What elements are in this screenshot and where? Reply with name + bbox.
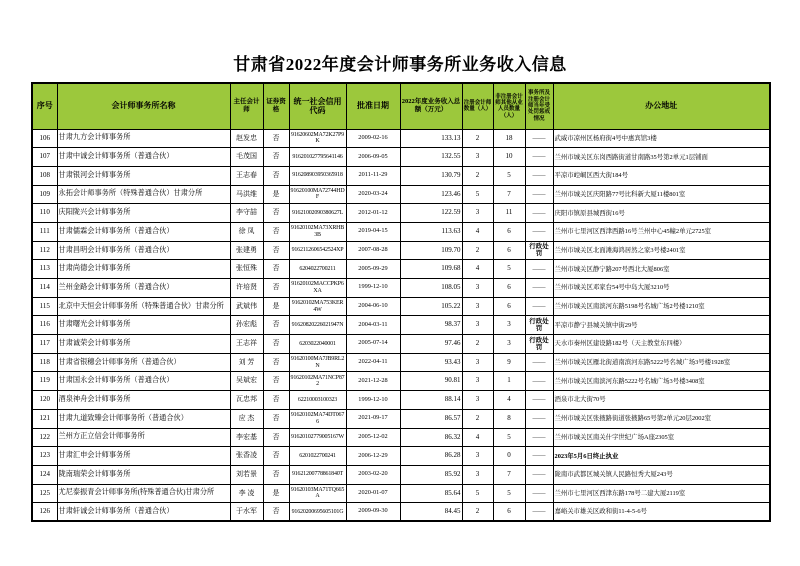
cell-approval-date: 2006-12-29: [346, 447, 400, 466]
cell-non-cpa-staff-count: 0: [493, 447, 525, 466]
cell-approval-date: 2005-12-02: [346, 428, 400, 447]
cell-firm-name: 尤尼泰振青会计师事务所(特殊普通合伙)甘肃分所: [57, 484, 230, 503]
cell-2022-revenue: 113.63: [400, 222, 462, 241]
cell-chief-accountant: 张香凌: [230, 447, 263, 466]
cell-seq: 124: [32, 465, 57, 484]
cell-firm-name: 兰州方正立信会计师事务所: [57, 428, 230, 447]
cell-firm-name: 陇南瑞荣会计师事务所: [57, 465, 230, 484]
cell-seq: 111: [32, 222, 57, 241]
cell-approval-date: 2007-08-28: [346, 241, 400, 260]
cell-firm-name: 甘肃诚荣会计师事务所: [57, 335, 230, 354]
table-row: [32, 129, 770, 148]
cell-securities-qualification: 否: [263, 409, 289, 428]
cell-approval-date: 2019-04-15: [346, 222, 400, 241]
cell-credit-code: 91620820226021947N: [289, 316, 346, 335]
cell-cpa-count: 2: [462, 409, 493, 428]
table-row: [32, 185, 770, 204]
cell-approval-date: 2021-09-17: [346, 409, 400, 428]
cell-non-cpa-staff-count: 7: [493, 465, 525, 484]
table-row: [32, 428, 770, 447]
cell-penalty-status: ——: [525, 185, 553, 204]
cell-chief-accountant: 刘 芳: [230, 353, 263, 372]
table-row: [32, 465, 770, 484]
cell-cpa-count: 3: [462, 148, 493, 167]
cell-credit-code: 91620102MA74DT0676: [289, 409, 346, 428]
cell-approval-date: 2004-03-11: [346, 316, 400, 335]
cell-2022-revenue: 86.28: [400, 447, 462, 466]
cell-approval-date: 2020-03-24: [346, 185, 400, 204]
table-row: [32, 447, 770, 466]
cell-office-address: 兰州市城关区南滨河东路5198号名城广场2号楼1210室: [553, 297, 770, 316]
cell-securities-qualification: 否: [263, 148, 289, 167]
cell-credit-code: 916201027795641146: [289, 148, 346, 167]
cell-securities-qualification: 否: [263, 129, 289, 148]
cell-seq: 123: [32, 447, 57, 466]
table-row: [32, 391, 770, 410]
cell-seq: 106: [32, 129, 57, 148]
cell-credit-code: 91620602MA72K27P9K: [289, 129, 346, 148]
cell-securities-qualification: 否: [263, 222, 289, 241]
cell-credit-code: 91620103MA71TQ665A: [289, 484, 346, 503]
cell-non-cpa-staff-count: 7: [493, 185, 525, 204]
cell-credit-code: 916208903950365918: [289, 166, 346, 185]
cell-non-cpa-staff-count: 6: [493, 503, 525, 522]
cell-approval-date: 2022-04-11: [346, 353, 400, 372]
col-header-securities-qualification: 证券资格: [263, 83, 289, 129]
table-row: [32, 503, 770, 522]
cell-securities-qualification: 否: [263, 316, 289, 335]
cell-approval-date: 1999-12-10: [346, 391, 400, 410]
cell-firm-name: 甘肃尚德会计师事务所: [57, 260, 230, 279]
cell-penalty-status: ——: [525, 279, 553, 298]
cell-2022-revenue: 132.55: [400, 148, 462, 167]
cell-securities-qualification: 否: [263, 166, 289, 185]
cell-non-cpa-staff-count: 8: [493, 409, 525, 428]
cell-office-address: 兰州市城关区庆阳路77号比科新大厦11楼801室: [553, 185, 770, 204]
cell-firm-name: 甘肃曙光会计师事务所: [57, 316, 230, 335]
cell-firm-name: 永拓会计师事务所（特殊普通合伙）甘肃分所: [57, 185, 230, 204]
cell-securities-qualification: 是: [263, 484, 289, 503]
table-row: [32, 279, 770, 298]
cell-non-cpa-staff-count: 6: [493, 241, 525, 260]
cell-securities-qualification: 否: [263, 204, 289, 223]
cell-chief-accountant: 张恒殊: [230, 260, 263, 279]
cell-penalty-status: 行政处罚: [525, 241, 553, 260]
cell-securities-qualification: 否: [263, 260, 289, 279]
cell-penalty-status: ——: [525, 148, 553, 167]
cell-securities-qualification: 否: [263, 372, 289, 391]
cell-chief-accountant: 李 凌: [230, 484, 263, 503]
cell-seq: 117: [32, 335, 57, 354]
cell-credit-code: 6204022700211: [289, 260, 346, 279]
cell-credit-code: 91620200695605101G: [289, 503, 346, 522]
cell-firm-name: 甘肃九道致臻会计师事务所（普通合伙）: [57, 409, 230, 428]
cell-chief-accountant: 武斌伟: [230, 297, 263, 316]
cell-approval-date: 2012-01-12: [346, 204, 400, 223]
cell-firm-name: 兰州金路会计师事务所（普通合伙）: [57, 279, 230, 298]
cell-penalty-status: ——: [525, 503, 553, 522]
cell-office-address: 兰州市城关区北面滩海鸿居然之家3号楼2401室: [553, 241, 770, 260]
col-header-penalty-status: 事务所及注册会计师当年受处罚惩戒情况: [525, 83, 553, 129]
cell-credit-code: 6203022040001: [289, 335, 346, 354]
cell-credit-code: 91620102MACCPKP6XA: [289, 279, 346, 298]
cell-securities-qualification: 否: [263, 428, 289, 447]
table-row: [32, 222, 770, 241]
cell-seq: 110: [32, 204, 57, 223]
cell-chief-accountant: 李宏基: [230, 428, 263, 447]
cell-office-address: 兰州市七里河区西津东路178号二建大厦2119室: [553, 484, 770, 503]
cell-penalty-status: ——: [525, 484, 553, 503]
cell-securities-qualification: 否: [263, 353, 289, 372]
cell-non-cpa-staff-count: 4: [493, 391, 525, 410]
cell-securities-qualification: 否: [263, 503, 289, 522]
cell-chief-accountant: 张建勇: [230, 241, 263, 260]
cell-office-address: 嘉峪关市雄关区政和街11-4-5-6号: [553, 503, 770, 522]
cell-firm-name: 甘肃中诚会计师事务所（普通合伙）: [57, 148, 230, 167]
cell-penalty-status: ——: [525, 372, 553, 391]
cell-cpa-count: 3: [462, 279, 493, 298]
table-row: [32, 372, 770, 391]
cell-chief-accountant: 李守喆: [230, 204, 263, 223]
cell-firm-name: 庆阳陇兴会计师事务所: [57, 204, 230, 223]
cell-credit-code: 91620102MA71NCP872: [289, 372, 346, 391]
cell-firm-name: 酒泉神舟会计师事务所: [57, 391, 230, 410]
cell-chief-accountant: 孙宏彪: [230, 316, 263, 335]
cell-chief-accountant: 应 杰: [230, 409, 263, 428]
cell-2022-revenue: 130.79: [400, 166, 462, 185]
cell-non-cpa-staff-count: 6: [493, 297, 525, 316]
cell-office-address: 平凉市静宁县城关镇中街29号: [553, 316, 770, 335]
cell-cpa-count: 3: [462, 372, 493, 391]
table-row: [32, 335, 770, 354]
cell-approval-date: 2004-06-10: [346, 297, 400, 316]
cell-securities-qualification: 否: [263, 241, 289, 260]
cell-approval-date: 2006-09-05: [346, 148, 400, 167]
cell-credit-code: 62210003100323: [289, 391, 346, 410]
cell-2022-revenue: 88.14: [400, 391, 462, 410]
cell-seq: 119: [32, 372, 57, 391]
col-header-cpa-count: 注册会计师数量（人）: [462, 83, 493, 129]
cell-seq: 115: [32, 297, 57, 316]
cell-seq: 122: [32, 428, 57, 447]
cell-cpa-count: 4: [462, 428, 493, 447]
table-row: [32, 166, 770, 185]
cell-seq: 120: [32, 391, 57, 410]
table-row: [32, 241, 770, 260]
cell-office-address: 兰州市城关区东岗西路街道甘南路35号第2单元1层铺面: [553, 148, 770, 167]
cell-approval-date: 2021-12-28: [346, 372, 400, 391]
cell-chief-accountant: 王志祥: [230, 335, 263, 354]
cell-seq: 125: [32, 484, 57, 503]
cell-firm-name: 甘肃轩诚会计师事务所（普通合伙）: [57, 503, 230, 522]
cell-penalty-status: ——: [525, 428, 553, 447]
revenue-table: [31, 82, 771, 522]
cell-cpa-count: 2: [462, 129, 493, 148]
cell-office-address: 庆阳市镇原县城西街16号: [553, 204, 770, 223]
cell-seq: 114: [32, 279, 57, 298]
table-row: [32, 204, 770, 223]
cell-firm-name: 甘肃省银穗会计师事务所（普通合伙）: [57, 353, 230, 372]
cell-approval-date: 2005-09-29: [346, 260, 400, 279]
cell-firm-name: 北京中天恒会计师事务所（特殊普通合伙）甘肃分所: [57, 297, 230, 316]
cell-2022-revenue: 90.81: [400, 372, 462, 391]
cell-securities-qualification: 否: [263, 465, 289, 484]
cell-cpa-count: 2: [462, 335, 493, 354]
cell-credit-code: 91620100MA72744HDF: [289, 185, 346, 204]
cell-approval-date: 2011-11-29: [346, 166, 400, 185]
col-header-firm-name: 会计师事务所名称: [57, 83, 230, 129]
cell-seq: 109: [32, 185, 57, 204]
cell-securities-qualification: 否: [263, 391, 289, 410]
cell-cpa-count: 4: [462, 222, 493, 241]
table-row: [32, 297, 770, 316]
cell-non-cpa-staff-count: 18: [493, 129, 525, 148]
cell-cpa-count: 2: [462, 166, 493, 185]
col-header-2022-revenue: 2022年度业务收入总额（万元）: [400, 83, 462, 129]
cell-approval-date: 2005-07-14: [346, 335, 400, 354]
cell-non-cpa-staff-count: 3: [493, 335, 525, 354]
cell-cpa-count: 5: [462, 484, 493, 503]
cell-office-address: 武威市凉州区杨府街4号中惠宾馆3楼: [553, 129, 770, 148]
cell-non-cpa-staff-count: 10: [493, 148, 525, 167]
cell-credit-code: 91620102MA753KER4W: [289, 297, 346, 316]
cell-2022-revenue: 133.13: [400, 129, 462, 148]
cell-approval-date: 2020-01-07: [346, 484, 400, 503]
cell-penalty-status: ——: [525, 353, 553, 372]
cell-penalty-status: ——: [525, 447, 553, 466]
cell-penalty-status: ——: [525, 465, 553, 484]
table-row: [32, 148, 770, 167]
cell-office-address: 酒泉市北大街70号: [553, 391, 770, 410]
cell-non-cpa-staff-count: 5: [493, 484, 525, 503]
cell-chief-accountant: 徐 凤: [230, 222, 263, 241]
cell-2022-revenue: 123.46: [400, 185, 462, 204]
cell-cpa-count: 3: [462, 391, 493, 410]
cell-non-cpa-staff-count: 6: [493, 222, 525, 241]
cell-chief-accountant: 毛茂国: [230, 148, 263, 167]
cell-cpa-count: 3: [462, 204, 493, 223]
col-header-non-cpa-staff-count: 非注册会计师其他从业人员数量（人）: [493, 83, 525, 129]
cell-office-address: 兰州市城关区张掖路街道张掖路65号第2单元20层2002室: [553, 409, 770, 428]
cell-penalty-status: 行政处罚: [525, 335, 553, 354]
cell-cpa-count: 3: [462, 316, 493, 335]
page-title: 甘肃省2022年度会计师事务所业务收入信息: [233, 55, 567, 74]
cell-credit-code: 6201022700241: [289, 447, 346, 466]
cell-credit-code: 91621002090380627L: [289, 204, 346, 223]
cell-2022-revenue: 85.64: [400, 484, 462, 503]
cell-chief-accountant: 王志春: [230, 166, 263, 185]
cell-non-cpa-staff-count: 5: [493, 166, 525, 185]
cell-chief-accountant: 吴斌宏: [230, 372, 263, 391]
cell-non-cpa-staff-count: 11: [493, 204, 525, 223]
cell-2022-revenue: 109.68: [400, 260, 462, 279]
cell-non-cpa-staff-count: 5: [493, 428, 525, 447]
cell-2022-revenue: 122.59: [400, 204, 462, 223]
cell-2022-revenue: 86.57: [400, 409, 462, 428]
cell-firm-name: 甘肃银河会计师事务所: [57, 166, 230, 185]
cell-chief-accountant: 于水军: [230, 503, 263, 522]
col-header-credit-code: 统一社会信用代码: [289, 83, 346, 129]
cell-office-address: 天水市秦州区建设路182号（天主教堂东四楼）: [553, 335, 770, 354]
col-header-seq: 序号: [32, 83, 57, 129]
cell-firm-name: 甘肃汇申会计师事务所: [57, 447, 230, 466]
cell-credit-code: 9162112606542524XP: [289, 241, 346, 260]
cell-non-cpa-staff-count: 1: [493, 372, 525, 391]
cell-cpa-count: 3: [462, 297, 493, 316]
cell-seq: 118: [32, 353, 57, 372]
cell-2022-revenue: 109.70: [400, 241, 462, 260]
cell-office-address: 陇南市武都区城关镇人民路恒秀大厦243号: [553, 465, 770, 484]
cell-2022-revenue: 84.45: [400, 503, 462, 522]
cell-firm-name: 甘肃儒霖会计师事务所（普通合伙）: [57, 222, 230, 241]
cell-securities-qualification: 否: [263, 279, 289, 298]
cell-credit-code: 91620102MA73XRHB3B: [289, 222, 346, 241]
cell-office-address: 兰州市城关区雁北街道南滨河东路5222号名城广场3号楼1928室: [553, 353, 770, 372]
cell-2022-revenue: 105.22: [400, 297, 462, 316]
table-row: [32, 484, 770, 503]
cell-firm-name: 甘肃国永会计师事务所（普通合伙）: [57, 372, 230, 391]
cell-2022-revenue: 108.05: [400, 279, 462, 298]
cell-2022-revenue: 85.92: [400, 465, 462, 484]
cell-2022-revenue: 98.37: [400, 316, 462, 335]
cell-firm-name: 甘肃昌明会计师事务所（普通合伙）: [57, 241, 230, 260]
cell-securities-qualification: 否: [263, 447, 289, 466]
table-row: [32, 353, 770, 372]
cell-cpa-count: 5: [462, 185, 493, 204]
cell-penalty-status: ——: [525, 129, 553, 148]
cell-securities-qualification: 否: [263, 335, 289, 354]
cell-office-address: 兰州市城关区南滨河东路5222号名城广场3号楼3408室: [553, 372, 770, 391]
cell-penalty-status: ——: [525, 222, 553, 241]
col-header-office-address: 办公地址: [553, 83, 770, 129]
cell-2022-revenue: 93.43: [400, 353, 462, 372]
cell-chief-accountant: 赵发忠: [230, 129, 263, 148]
cell-cpa-count: 3: [462, 447, 493, 466]
cell-approval-date: 2009-02-16: [346, 129, 400, 148]
cell-2022-revenue: 86.32: [400, 428, 462, 447]
cell-seq: 121: [32, 409, 57, 428]
table-row: [32, 260, 770, 279]
cell-penalty-status: ——: [525, 204, 553, 223]
cell-credit-code: 91620100MA7JB9RL2N: [289, 353, 346, 372]
cell-cpa-count: 3: [462, 465, 493, 484]
cell-non-cpa-staff-count: 3: [493, 316, 525, 335]
cell-securities-qualification: 是: [263, 297, 289, 316]
cell-credit-code: 91621200778861840T: [289, 465, 346, 484]
cell-office-address: 平凉市崆峒区西大街184号: [553, 166, 770, 185]
cell-penalty-status: 行政处罚: [525, 316, 553, 335]
cell-2022-revenue: 97.46: [400, 335, 462, 354]
table-row: [32, 409, 770, 428]
col-header-approval-date: 批准日期: [346, 83, 400, 129]
cell-credit-code: 91620102779005167W: [289, 428, 346, 447]
cell-penalty-status: ——: [525, 409, 553, 428]
cell-penalty-status: ——: [525, 297, 553, 316]
cell-non-cpa-staff-count: 9: [493, 353, 525, 372]
col-header-chief-accountant: 主任会计师: [230, 83, 263, 129]
cell-approval-date: 2009-09-30: [346, 503, 400, 522]
cell-non-cpa-staff-count: 5: [493, 260, 525, 279]
header-row: [32, 83, 770, 129]
cell-cpa-count: 3: [462, 353, 493, 372]
cell-office-address: 兰州市城关区南关什字世纪广场A座2305室: [553, 428, 770, 447]
cell-approval-date: 2003-02-20: [346, 465, 400, 484]
table-row: [32, 316, 770, 335]
cell-seq: 116: [32, 316, 57, 335]
cell-penalty-status: ——: [525, 166, 553, 185]
cell-penalty-status: ——: [525, 260, 553, 279]
cell-chief-accountant: 刘若景: [230, 465, 263, 484]
cell-approval-date: 1999-12-10: [346, 279, 400, 298]
cell-office-address: 兰州市城关区邓家台54号中岛大厦3210号: [553, 279, 770, 298]
cell-chief-accountant: 马洪维: [230, 185, 263, 204]
cell-firm-name: 甘肃九方会计师事务所: [57, 129, 230, 148]
cell-non-cpa-staff-count: 6: [493, 279, 525, 298]
cell-cpa-count: 2: [462, 503, 493, 522]
cell-seq: 126: [32, 503, 57, 522]
cell-chief-accountant: 瓦忠邦: [230, 391, 263, 410]
cell-office-address: 兰州市城关区静宁路207号西北大厦806室: [553, 260, 770, 279]
cell-seq: 108: [32, 166, 57, 185]
cell-cpa-count: 2: [462, 241, 493, 260]
table-body: [32, 129, 770, 521]
cell-chief-accountant: 许培贤: [230, 279, 263, 298]
cell-securities-qualification: 是: [263, 185, 289, 204]
cell-office-address: 兰州市七里河区西津西路16号兰州中心45幢2单元2725室: [553, 222, 770, 241]
cell-penalty-status: ——: [525, 391, 553, 410]
cell-seq: 113: [32, 260, 57, 279]
cell-cpa-count: 4: [462, 260, 493, 279]
cell-seq: 112: [32, 241, 57, 260]
cell-seq: 107: [32, 148, 57, 167]
table-header: [32, 83, 770, 129]
cell-office-address: 2023年5月6日终止执业: [553, 447, 770, 466]
